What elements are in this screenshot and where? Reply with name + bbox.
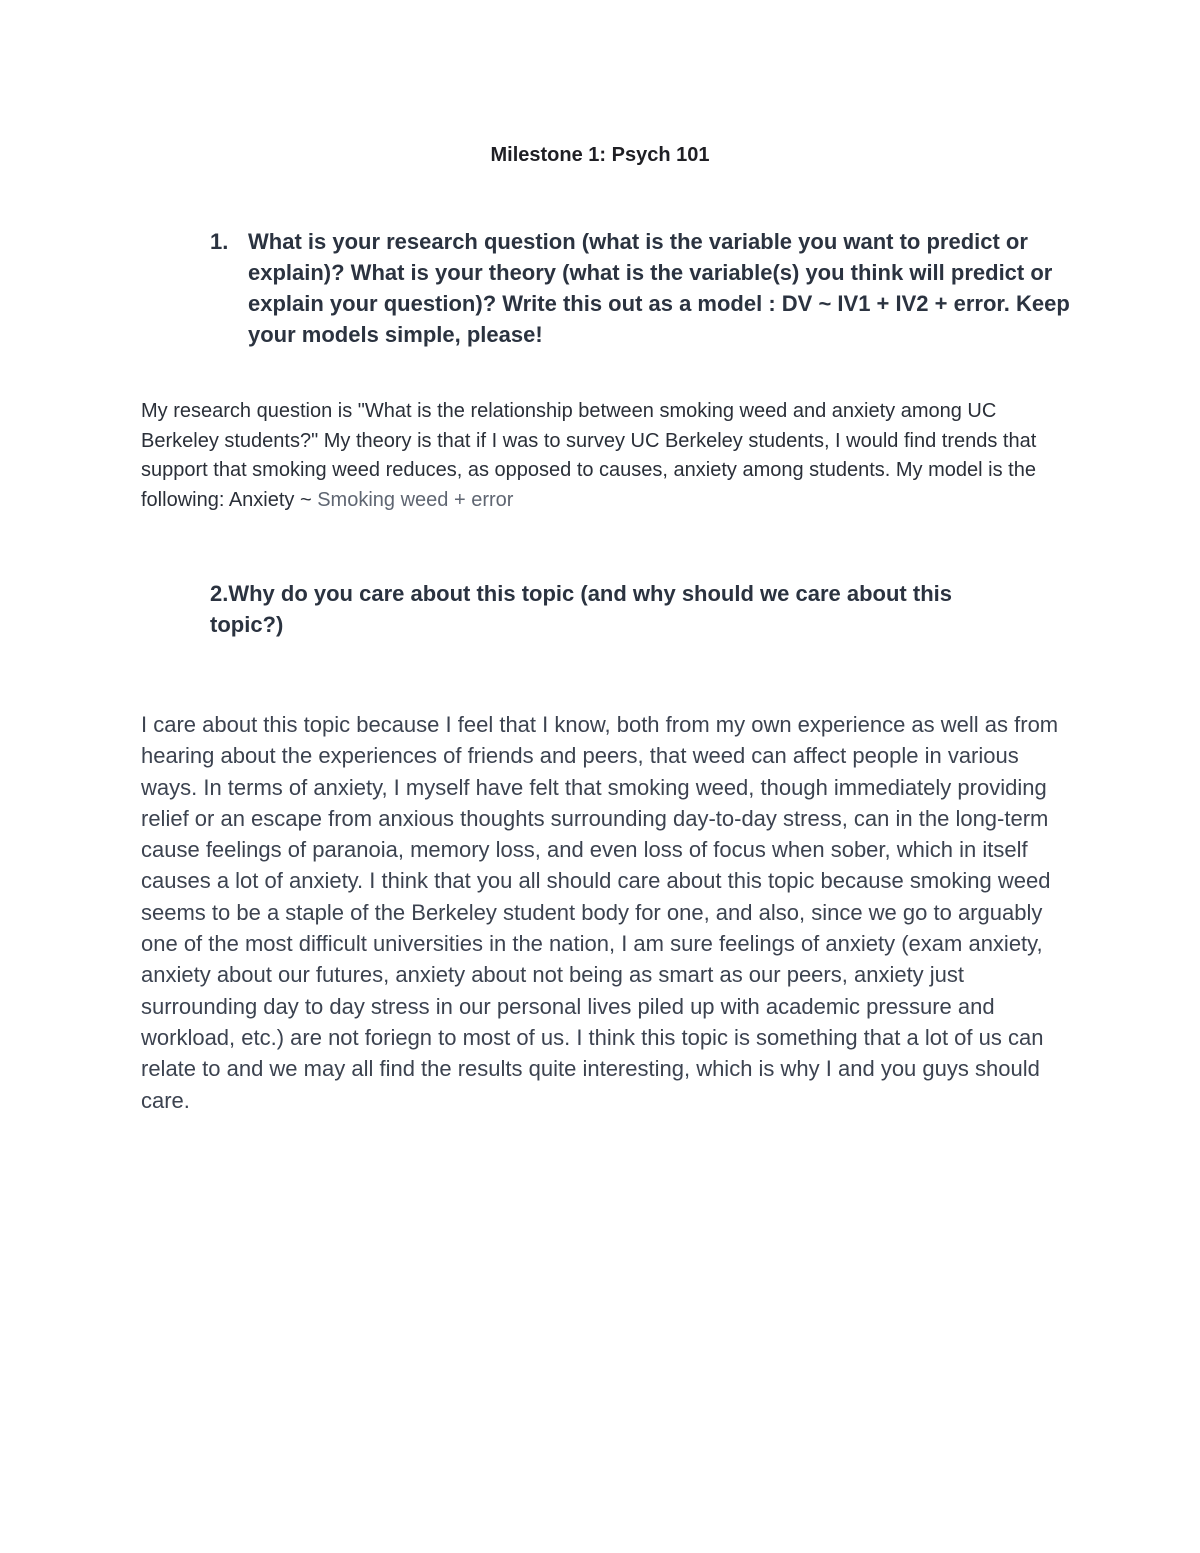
question-2: 2.Why do you care about this topic (and why should we care about this topic?) — [210, 581, 952, 637]
document-title: Milestone 1: Psych 101 — [490, 144, 710, 166]
answer-1-text: My research question is "What is the relationship between smoking weed and anxiety among UC Berkeley students?" My theory is that if I was to survey UC Berkeley students, I would find trends that support that smoking weed reduces, as opposed to causes, anxiety among students. My model is the following: Anxiety ~ — [141, 400, 1037, 511]
question-1-text: What is your research question (what is the variable you want to predict or explain)? What is your theory (what is the variable(s) you think will predict or explain your question)? Write this out as a model : DV ~ IV1 + IV2 + error. Keep your models simple, please! — [248, 229, 1070, 347]
answer-2-paragraph: I care about this topic because I feel that I know, both from my own experience as well as from hearing about the experiences of friends and peers, that weed can affect people in various ways. In terms of anxiety, I myself have felt that smoking weed, though immediately providing relief or an escape from anxious thoughts surrounding day-to-day stress, can in the long-term cause feelings of paranoia, memory loss, and even loss of focus when sober, which in itself causes a lot of anxiety. I think that you all should care about this topic because smoking weed seems to be a staple of the Berkeley student body for one, and also, since we go to arguably one of the most difficult universities in the nation, I am sure feelings of anxiety (exam anxiety, anxiety about our futures, anxiety about not being as smart as our peers, anxiety just surrounding day to day stress in our personal lives piled up with academic pressure and workload, etc.) are not foriegn to most of us. I think this topic is something that a lot of us can relate to and we may all find the results quite interesting, which is why I and you guys should care. — [141, 712, 1059, 1113]
answer-1-paragraph — [141, 397, 1071, 515]
question-1 — [210, 226, 1070, 350]
question-1-number: 1. — [210, 229, 229, 254]
answer-1-model-terms: Smoking weed + error — [317, 488, 514, 511]
